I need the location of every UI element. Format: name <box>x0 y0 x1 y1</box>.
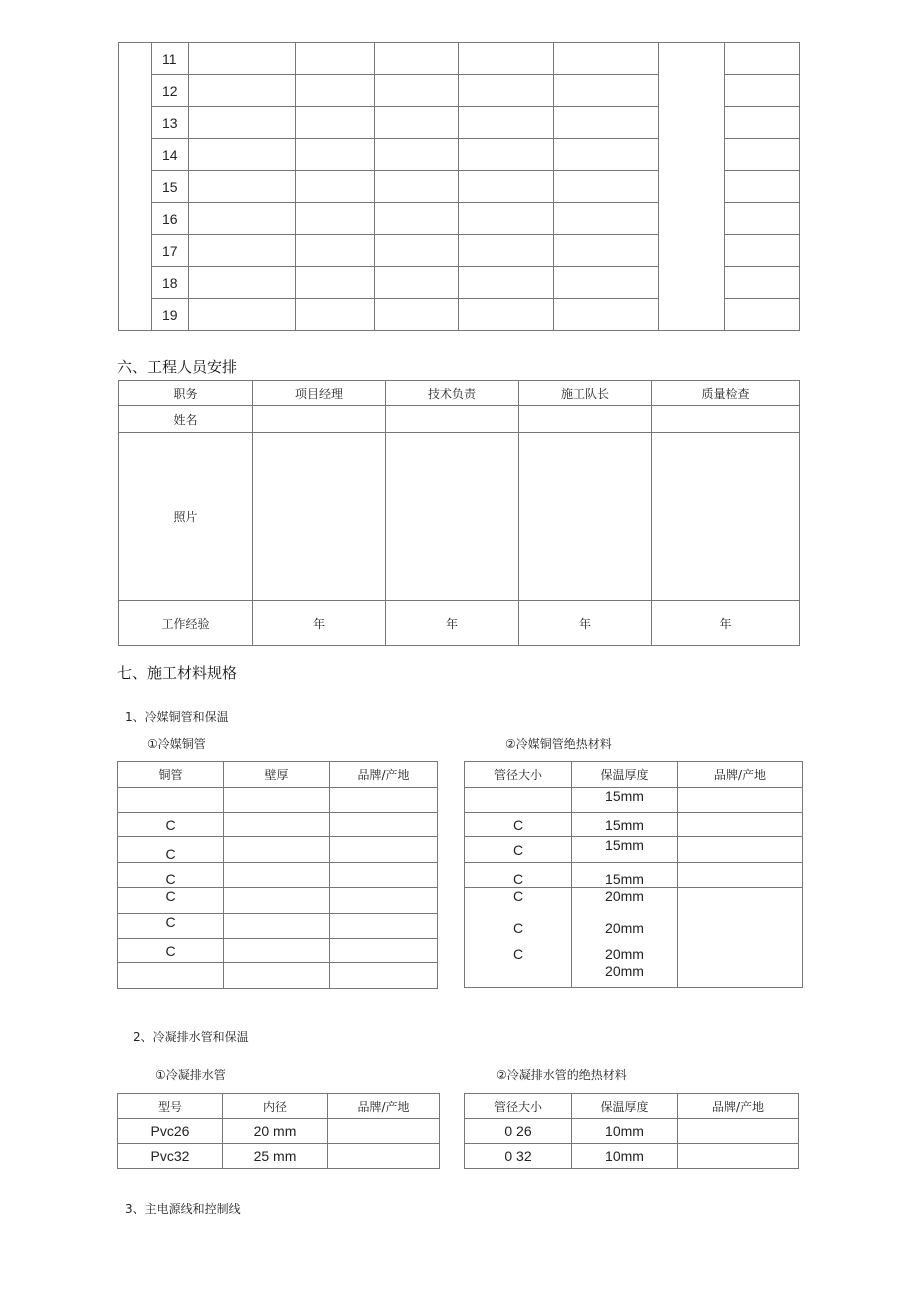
table-row <box>118 762 438 788</box>
item3-title: 3、主电源线和控制线 <box>125 1202 241 1216</box>
pipe-cell: C <box>118 914 224 939</box>
row-number: 15 <box>152 171 189 203</box>
table-row <box>118 963 438 989</box>
schedule-table-continued <box>118 42 800 331</box>
row-number: 17 <box>152 235 189 267</box>
table-row <box>118 788 438 813</box>
header-cell: 壁厚 <box>224 762 330 788</box>
drain-insulation-table <box>464 1093 799 1169</box>
pipe-cell: C <box>118 939 224 963</box>
thickness-cell: 15mm <box>572 788 678 813</box>
item1-title: 1、冷媒铜管和保温 <box>125 710 229 724</box>
experience-label: 工作经验 <box>119 601 253 646</box>
experience-cell: 年 <box>253 601 386 646</box>
header-cell: 保温厚度 <box>572 1094 678 1119</box>
size-item: C <box>512 920 524 936</box>
thickness-stack-cell <box>572 888 678 988</box>
drain-pipe-table <box>117 1093 440 1169</box>
row-number: 16 <box>152 203 189 235</box>
thickness-item: 20mm <box>605 920 644 936</box>
table-row <box>465 762 803 788</box>
copper-pipe-table <box>117 761 438 989</box>
table-row <box>119 381 800 406</box>
thickness-cell: 10mm <box>572 1144 678 1169</box>
table-row <box>465 1144 799 1169</box>
header-cell: 型号 <box>118 1094 223 1119</box>
pipe-cell: C <box>118 813 224 837</box>
table-row <box>465 813 803 837</box>
header-cell: 质量检查 <box>652 381 800 406</box>
staff-table <box>118 380 800 646</box>
table-row <box>119 433 800 601</box>
size-cell <box>465 788 572 813</box>
name-label: 姓名 <box>119 406 253 433</box>
photo-cell <box>652 433 800 601</box>
copper-insulation-table <box>464 761 803 988</box>
insulation-caption: ②冷媒铜管绝热材料 <box>505 737 612 751</box>
thickness-cell: 15mm <box>572 863 678 888</box>
table-row <box>118 939 438 963</box>
table-row <box>118 863 438 888</box>
table-row <box>465 1119 799 1144</box>
pipe-cell: C <box>118 888 224 914</box>
table-row <box>118 1119 440 1144</box>
header-cell: 职务 <box>119 381 253 406</box>
group-cell <box>119 43 152 331</box>
photo-cell <box>519 433 652 601</box>
row-number: 18 <box>152 267 189 299</box>
table-row <box>118 837 438 863</box>
drain-pipe-caption: ①冷凝排水管 <box>155 1068 226 1082</box>
header-cell: 品牌/产地 <box>328 1094 440 1119</box>
header-cell: 保温厚度 <box>572 762 678 788</box>
header-cell: 施工队长 <box>519 381 652 406</box>
size-cell: 0 32 <box>465 1144 572 1169</box>
item2-title: 2、冷凝排水管和保温 <box>133 1030 249 1044</box>
size-item: C <box>512 946 524 962</box>
table-row <box>119 406 800 433</box>
drain-insulation-caption: ②冷凝排水管的绝热材料 <box>496 1068 627 1082</box>
thickness-cell: 15mm <box>572 813 678 837</box>
table-row <box>118 1094 440 1119</box>
pipe-cell: C <box>118 837 224 863</box>
header-cell: 品牌/产地 <box>678 762 803 788</box>
size-cell: 0 26 <box>465 1119 572 1144</box>
header-cell: 品牌/产地 <box>330 762 438 788</box>
table-row <box>465 788 803 813</box>
photo-cell <box>386 433 519 601</box>
table-row <box>118 888 438 914</box>
size-stack-cell <box>465 888 572 988</box>
table-row <box>119 43 800 75</box>
copper-caption: ①冷媒铜管 <box>147 737 206 751</box>
thickness-item: 20mm <box>605 946 644 962</box>
thickness-cell: 10mm <box>572 1119 678 1144</box>
size-cell: C <box>465 863 572 888</box>
pipe-cell <box>118 788 224 813</box>
pipe-cell: C <box>118 863 224 888</box>
header-cell: 品牌/产地 <box>678 1094 799 1119</box>
table-row <box>119 601 800 646</box>
photo-cell <box>253 433 386 601</box>
table-row <box>118 1144 440 1169</box>
table-row <box>465 1094 799 1119</box>
header-cell: 项目经理 <box>253 381 386 406</box>
header-cell: 管径大小 <box>465 1094 572 1119</box>
table-row <box>465 888 803 988</box>
section6-title: 六、工程人员安排 <box>117 358 238 376</box>
experience-cell: 年 <box>519 601 652 646</box>
diameter-cell: 25 mm <box>223 1144 328 1169</box>
model-cell: Pvc32 <box>118 1144 223 1169</box>
table-row <box>118 914 438 939</box>
size-cell: C <box>465 837 572 863</box>
size-item: C <box>512 888 524 904</box>
table-row <box>465 837 803 863</box>
experience-cell: 年 <box>386 601 519 646</box>
header-cell: 内径 <box>223 1094 328 1119</box>
thickness-cell: 15mm <box>572 837 678 863</box>
thickness-item: 20mm <box>605 963 644 979</box>
row-number: 11 <box>152 43 189 75</box>
header-cell: 铜管 <box>118 762 224 788</box>
thickness-item: 20mm <box>605 888 644 904</box>
size-cell: C <box>465 813 572 837</box>
photo-label: 照片 <box>119 433 253 601</box>
experience-cell: 年 <box>652 601 800 646</box>
header-cell: 技术负责 <box>386 381 519 406</box>
model-cell: Pvc26 <box>118 1119 223 1144</box>
section7-title: 七、施工材料规格 <box>117 664 238 682</box>
table-row <box>465 863 803 888</box>
row-number: 12 <box>152 75 189 107</box>
row-number: 19 <box>152 299 189 331</box>
row-number: 14 <box>152 139 189 171</box>
row-number: 13 <box>152 107 189 139</box>
pipe-cell <box>118 963 224 989</box>
merged-cell <box>659 43 725 331</box>
table-row <box>118 813 438 837</box>
diameter-cell: 20 mm <box>223 1119 328 1144</box>
header-cell: 管径大小 <box>465 762 572 788</box>
